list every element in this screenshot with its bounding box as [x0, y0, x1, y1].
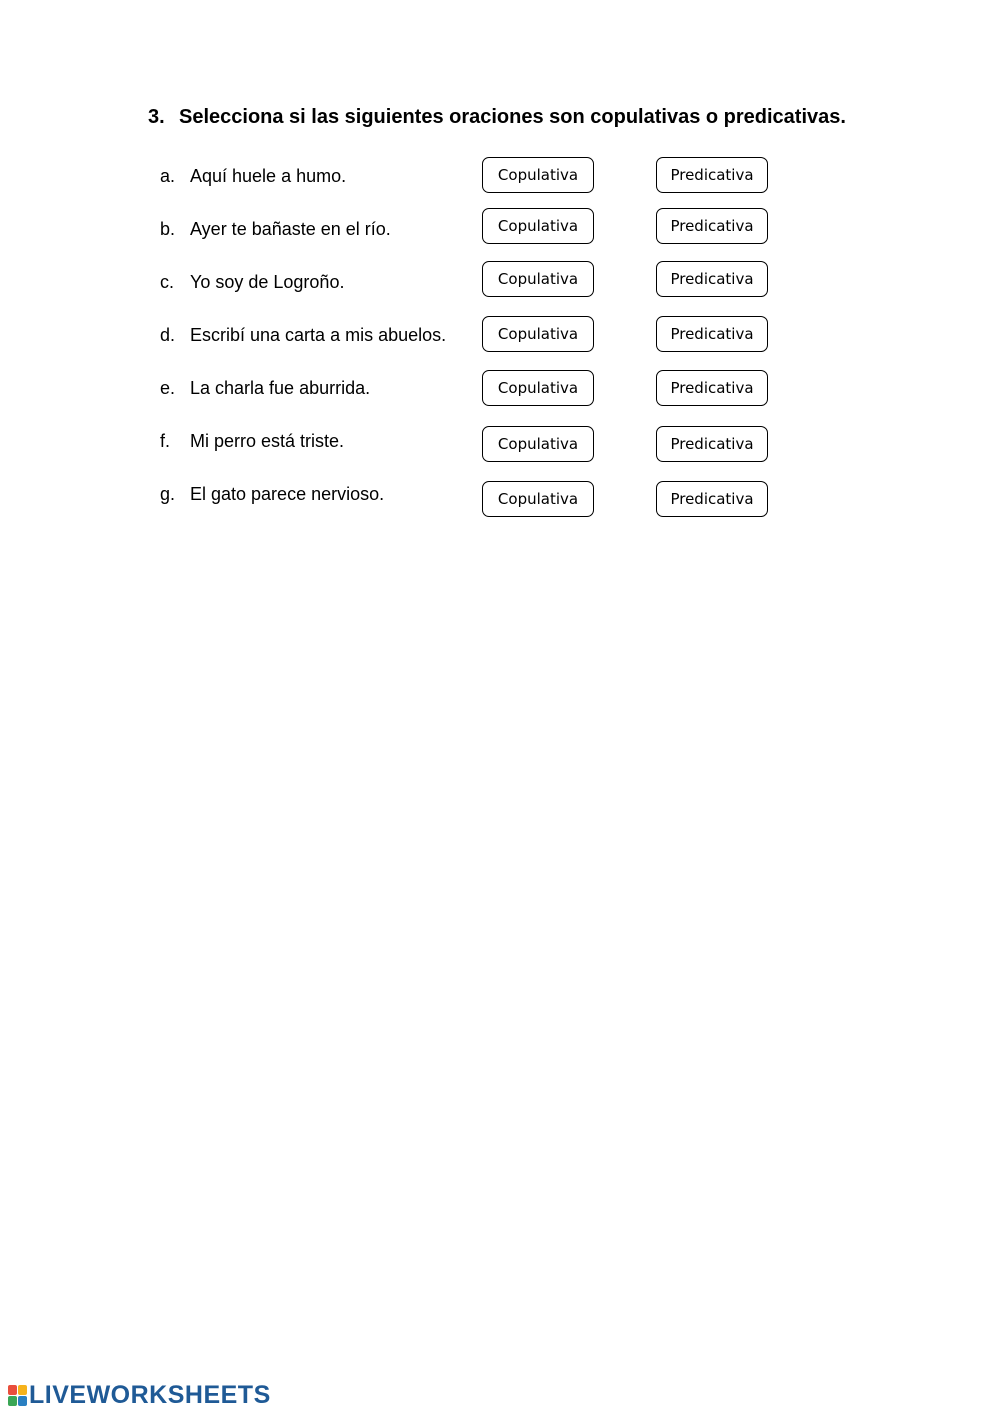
item-sentence: Ayer te bañaste en el río.	[190, 219, 391, 239]
logo-blocks-icon	[8, 1385, 27, 1406]
liveworksheets-logo	[8, 1381, 271, 1409]
copulativa-button[interactable]: Copulativa	[482, 208, 594, 244]
list-item	[0, 426, 1000, 466]
copulativa-button[interactable]: Copulativa	[482, 316, 594, 352]
item-letter: b.	[160, 219, 176, 239]
item-letter: g.	[160, 484, 176, 504]
item-letter: e.	[160, 378, 176, 398]
predicativa-button[interactable]: Predicativa	[656, 261, 768, 297]
item-sentence: Mi perro está triste.	[190, 431, 345, 451]
item-letter: c.	[160, 272, 175, 292]
list-item	[0, 261, 1000, 301]
item-sentence: Aquí huele a humo.	[190, 166, 347, 186]
item-letter: f.	[160, 431, 171, 451]
exercise-number: 3.	[148, 106, 165, 128]
predicativa-button[interactable]: Predicativa	[656, 208, 768, 244]
list-item	[0, 370, 1000, 410]
list-item	[0, 481, 1000, 521]
item-sentence: La charla fue aburrida.	[190, 378, 371, 398]
item-letter: d.	[160, 325, 176, 345]
exercise-instruction: Selecciona si las siguientes oraciones son copulativas o predicativas.	[179, 106, 846, 128]
item-sentence: Yo soy de Logroño.	[190, 272, 345, 292]
list-item	[0, 157, 1000, 197]
predicativa-button[interactable]: Predicativa	[656, 316, 768, 352]
predicativa-button[interactable]: Predicativa	[656, 426, 768, 462]
list-item	[0, 316, 1000, 356]
item-sentence: El gato parece nervioso.	[190, 484, 385, 504]
predicativa-button[interactable]: Predicativa	[656, 157, 768, 193]
copulativa-button[interactable]: Copulativa	[482, 426, 594, 462]
list-item	[0, 208, 1000, 248]
copulativa-button[interactable]: Copulativa	[482, 481, 594, 517]
copulativa-button[interactable]: Copulativa	[482, 370, 594, 406]
item-sentence: Escribí una carta a mis abuelos.	[190, 325, 447, 345]
predicativa-button[interactable]: Predicativa	[656, 370, 768, 406]
exercise-title	[148, 106, 846, 129]
logo-text: LIVEWORKSHEETS	[29, 1381, 271, 1409]
copulativa-button[interactable]: Copulativa	[482, 157, 594, 193]
item-letter: a.	[160, 166, 176, 186]
predicativa-button[interactable]: Predicativa	[656, 481, 768, 517]
copulativa-button[interactable]: Copulativa	[482, 261, 594, 297]
